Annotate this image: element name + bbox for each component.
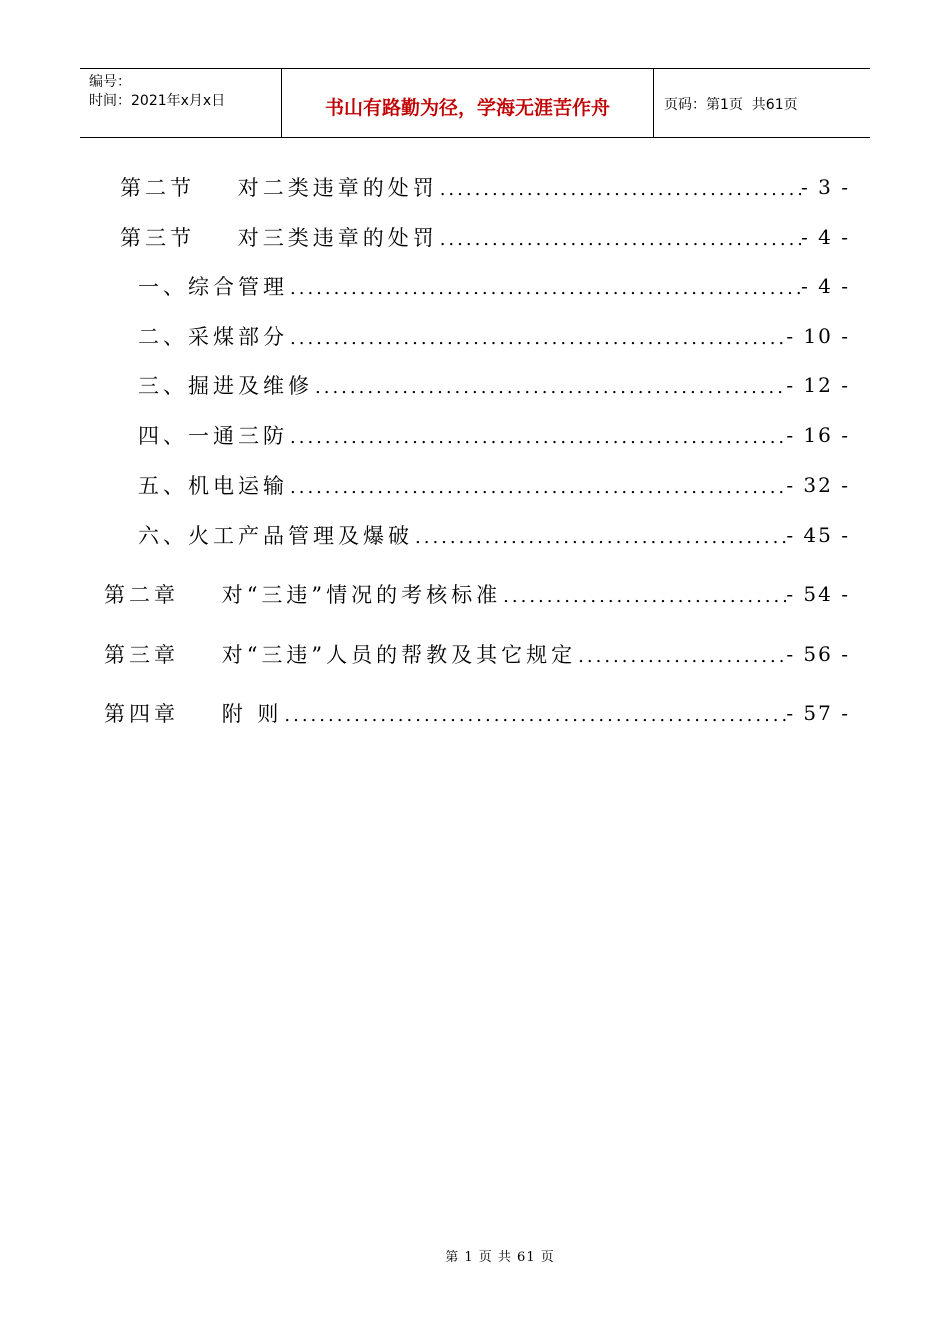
toc-entry-page: - 45 - [786, 523, 850, 547]
header-meta-cell [80, 69, 281, 137]
toc-entry-title: 第三章 对“三违”人员的帮教及其它规定 [104, 643, 577, 667]
header-motto-cell [281, 69, 654, 137]
document-date-label: 时间：2021年x月x日 [89, 93, 226, 109]
toc-entry-title: 第二章 对“三违”情况的考核标准 [104, 583, 502, 607]
toc-dot-leader [288, 328, 786, 349]
toc-entry[interactable] [138, 370, 850, 400]
toc-entry-page: - 32 - [786, 473, 850, 497]
toc-dot-leader [313, 377, 786, 398]
toc-entry-title: 第三节 对三类违章的处罚 [120, 226, 438, 250]
toc-dot-leader [288, 427, 786, 448]
header-motto: 书山有路勤为径，学海无涯苦作舟 [324, 96, 610, 119]
toc-dot-leader [576, 646, 786, 667]
document-code-label: 编号： [89, 74, 131, 90]
toc-dot-leader [282, 705, 786, 726]
toc-entry-title: 四、一通三防 [138, 424, 288, 448]
toc-entry-title: 三、掘进及维修 [138, 374, 313, 398]
page-header [80, 68, 870, 138]
toc-entry-title: 第四章 附 则 [104, 702, 283, 726]
toc-dot-leader [438, 179, 801, 200]
toc-entry-title: 第二节 对二类违章的处罚 [120, 176, 438, 200]
toc-entry-page: - 54 - [786, 582, 850, 606]
toc-entry-title: 五、机电运输 [138, 474, 288, 498]
toc-entry-page: - 3 - [801, 175, 850, 199]
header-page-info: 页码：第1页 共61页 [664, 97, 798, 113]
toc-dot-leader [413, 527, 786, 548]
toc-entry-title: 一、综合管理 [138, 275, 288, 299]
toc-entry[interactable] [120, 222, 850, 252]
toc-entry-page: - 16 - [786, 423, 850, 447]
toc-entry[interactable] [120, 172, 850, 202]
toc-entry-title: 二、采煤部分 [138, 325, 288, 349]
footer-page-number: 第 1 页 共 61 页 [445, 1250, 555, 1265]
page-footer [0, 1246, 950, 1265]
toc-entry[interactable] [104, 698, 850, 728]
toc-dot-leader [501, 586, 786, 607]
toc-entry[interactable] [138, 470, 850, 500]
toc-entry-page: - 10 - [786, 324, 850, 348]
toc-entry[interactable] [138, 520, 850, 550]
header-page-cell [654, 69, 870, 137]
toc-entry-page: - 12 - [786, 373, 850, 397]
toc-entry[interactable] [104, 579, 850, 609]
toc-entry[interactable] [138, 420, 850, 450]
toc-dot-leader [288, 477, 786, 498]
toc-entry-page: - 57 - [786, 701, 850, 725]
toc-entry[interactable] [104, 639, 850, 669]
toc-entry-page: - 4 - [801, 274, 850, 298]
toc-entry-page: - 4 - [801, 225, 850, 249]
toc-dot-leader [438, 229, 801, 250]
toc-entry[interactable] [138, 321, 850, 351]
toc-entry-title: 六、火工产品管理及爆破 [138, 524, 413, 548]
toc-entry[interactable] [138, 271, 850, 301]
toc-dot-leader [288, 278, 801, 299]
toc-entry-page: - 56 - [786, 642, 850, 666]
